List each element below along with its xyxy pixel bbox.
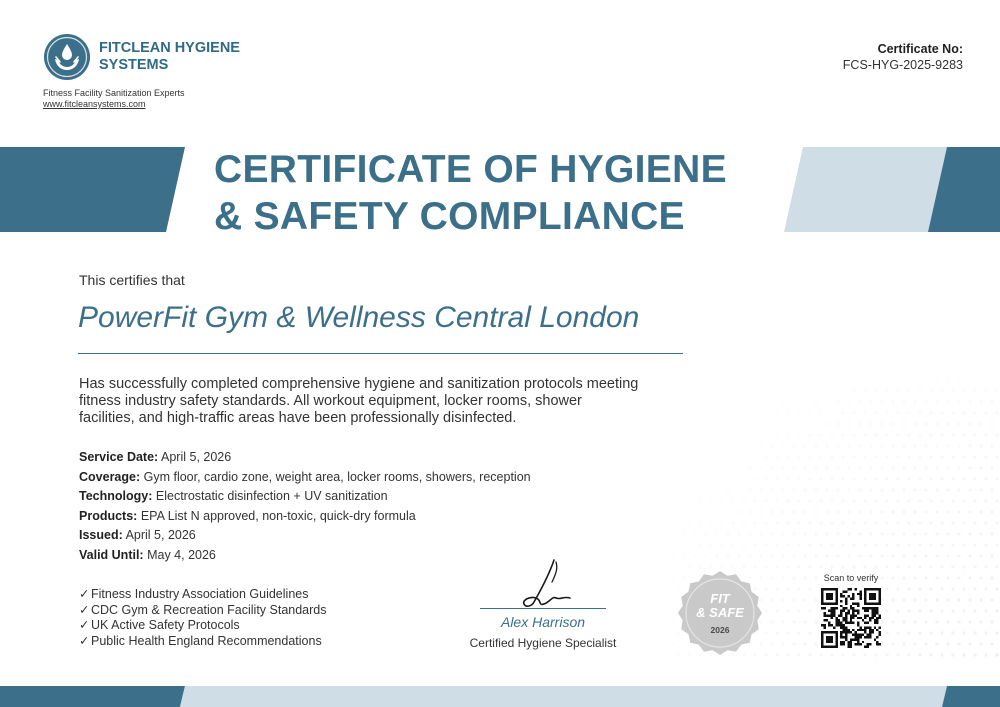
recipient-underline bbox=[78, 353, 683, 354]
standard-item bbox=[79, 618, 327, 634]
detail-value: EPA List N approved, non-toxic, quick-dry formula bbox=[140, 508, 416, 523]
certificate-description: Has successfully completed comprehensive hygiene and sanitization protocols meeting fitness industry safety standards. All workout equipment, locker rooms, shower facilities, and high-traffic areas have been professionally disinfected. bbox=[79, 376, 639, 426]
title-line2: & SAFETY COMPLIANCE bbox=[214, 195, 685, 238]
detail-value: Electrostatic disinfection + UV sanitization bbox=[155, 489, 388, 503]
detail-service-date bbox=[79, 448, 639, 468]
detail-value: April 5, 2026 bbox=[125, 528, 196, 542]
standard-item bbox=[79, 634, 327, 650]
signer-name: Alex Harrison bbox=[500, 614, 586, 630]
bottom-bar bbox=[0, 686, 1000, 707]
check-icon: ✓ bbox=[79, 602, 90, 617]
certifies-text: This certifies that bbox=[79, 272, 185, 288]
bottom-right-block bbox=[942, 686, 1000, 707]
standard-item bbox=[79, 587, 327, 603]
detail-products bbox=[79, 507, 639, 527]
detail-issued bbox=[79, 526, 639, 546]
detail-technology bbox=[79, 487, 639, 507]
detail-label: Valid Until: bbox=[79, 547, 144, 562]
detail-value: Gym floor, cardio zone, weight area, locker rooms, showers, reception bbox=[143, 469, 531, 484]
details-list bbox=[79, 448, 639, 565]
seal-line1: FIT bbox=[710, 591, 730, 606]
detail-label: Products: bbox=[79, 508, 138, 523]
brand-name-line2: SYSTEMS bbox=[99, 57, 169, 73]
standard-text: CDC Gym & Recreation Facility Standards bbox=[91, 602, 327, 617]
qr-label: Scan to verify bbox=[823, 573, 879, 583]
detail-label: Issued: bbox=[79, 528, 123, 542]
standards-list bbox=[79, 587, 327, 649]
signer-title: Certified Hygiene Specialist bbox=[469, 636, 617, 650]
standard-text: Public Health England Recommendations bbox=[91, 633, 322, 648]
signature-scribble bbox=[512, 558, 592, 610]
seal-year: 2026 bbox=[710, 625, 730, 635]
title-line1: CERTIFICATE OF HYGIENE bbox=[214, 148, 727, 191]
check-icon: ✓ bbox=[79, 618, 90, 632]
signature-line bbox=[480, 608, 606, 609]
detail-label: Service Date: bbox=[79, 450, 159, 464]
detail-value: April 5, 2026 bbox=[161, 450, 232, 464]
certificate-title bbox=[214, 146, 814, 240]
website-link[interactable]: www.fitcleansystems.com bbox=[43, 99, 146, 109]
detail-label: Technology: bbox=[79, 489, 153, 503]
standard-text: Fitness Industry Association Guidelines bbox=[91, 587, 309, 601]
qr-code-icon[interactable] bbox=[821, 588, 881, 648]
tagline-text: Fitness Facility Sanitization Experts bbox=[43, 88, 185, 98]
brand-name bbox=[99, 40, 299, 74]
brand-name-line1: FITCLEAN HYGIENE bbox=[99, 40, 240, 56]
detail-coverage bbox=[79, 468, 639, 488]
brand-tagline bbox=[43, 88, 218, 110]
check-icon: ✓ bbox=[79, 633, 90, 648]
banner-left-block bbox=[0, 147, 185, 232]
hands-water-drop-icon bbox=[43, 33, 91, 81]
standard-text: UK Active Safety Protocols bbox=[91, 618, 240, 632]
detail-label: Coverage: bbox=[79, 469, 141, 484]
certificate-number-label: Certificate No: bbox=[877, 42, 963, 56]
check-icon: ✓ bbox=[79, 587, 90, 601]
standard-item bbox=[79, 603, 327, 619]
seal-line2: & SAFE bbox=[696, 605, 744, 620]
seal-text bbox=[677, 592, 763, 620]
detail-value: May 4, 2026 bbox=[147, 547, 216, 562]
bottom-middle-block bbox=[180, 686, 947, 707]
certificate-number: FCS-HYG-2025-9283 bbox=[842, 58, 963, 72]
bottom-left-block bbox=[0, 686, 185, 707]
recipient-name: PowerFit Gym & Wellness Central London bbox=[78, 301, 640, 334]
